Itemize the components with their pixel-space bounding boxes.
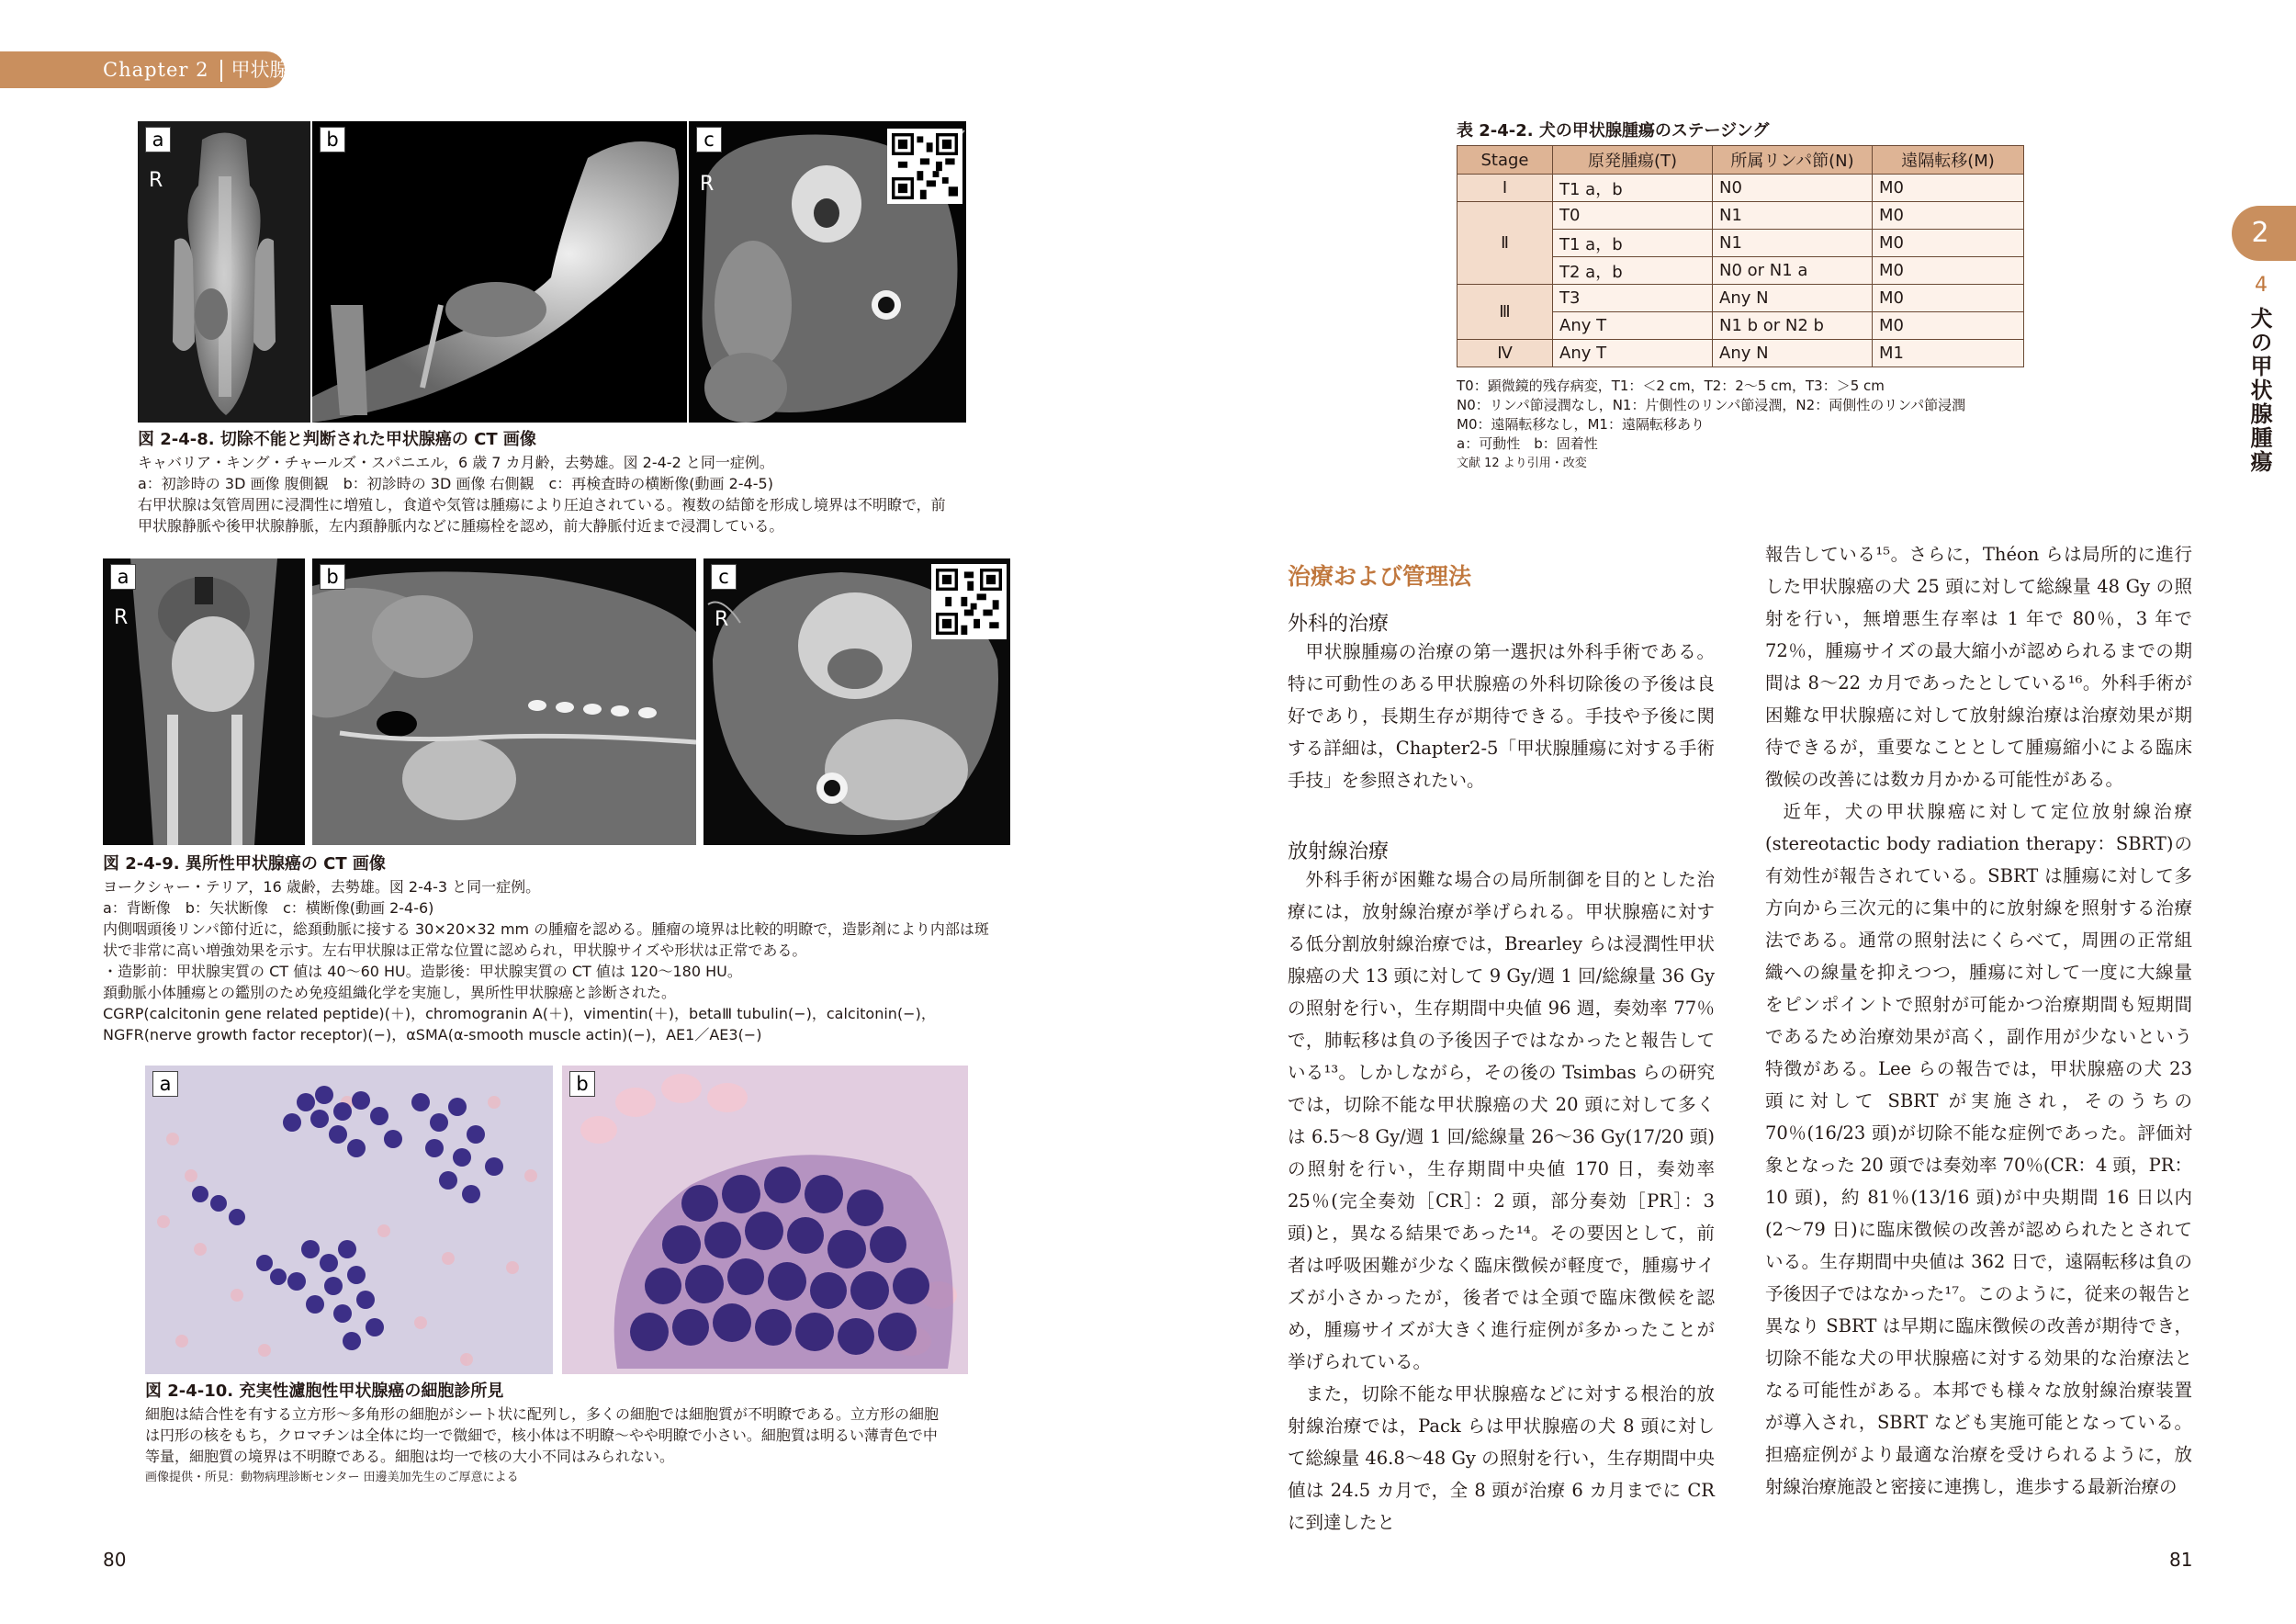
right-paragraph-2: 近年，犬の甲状腺癌に対して定位放射線治療(stereotactic body radiation therapy：SBRT)の有効性が報告されている。SBRT は腫瘍に対して多方向から三次元的に集中的に放射線を照射する治療法である。通常の照射法にくらべて，周囲の正常組織への線量を抑えつつ，腫瘍に対して一度に大線量をピンポイントで照射が可能かつ治療期間も短期間であるため治療効果が高く，副作用が少ないという特徴がある。Lee らの報告では，甲状腺癌の犬 23 頭に対して SBRT が実施され，そのうちの 70％(16/23 頭)が切除不能な症例であった。評価対象となった 20 頭では奏効率 70％(CR：4 頭，PR：10 頭)，約 81％(13/16 頭)が中央期間 16 日以内(2〜79 日)に臨床徴候の改善が認められたとされている。生存期間中央値は 362 日で，遠隔転移は負の予後因子ではなかった¹⁷。このように，従来の報告と異なり SBRT は早期に臨床徴候の改善が期待でき，切除不能な犬の甲状腺癌に対する効果的な治療法となる可能性がある。本邦でも様々な放射線治療装置が導入され，SBRT なども実施可能となっている。担癌症例がより最適な治療を受けられるように，放射線治療施設と密接に連携し，進歩する最新治療の [1765,801,2192,1497]
ct-3d-ventral-image [138,121,310,423]
panel-label-a: a [152,1071,178,1097]
table-row [1458,340,2024,367]
panel-label-b: b [569,1071,595,1097]
stage-cell: Ⅳ [1458,340,1553,367]
chapter-tab: 2 [2232,206,2296,261]
table-cell: T0 [1553,202,1713,230]
fig10-line: は円形の核をもち，クロマチンは全体に均一で微細で，核小体は不明瞭〜やや明瞭で小さい。細胞質は明るい薄青色で中 [145,1427,938,1444]
table-row [1458,202,2024,230]
radiation-heading: 放射線治療 [1288,840,1390,863]
fig10-title: 図 2-4-10. 充実性濾胞性甲状腺癌の細胞診所見 [145,1382,504,1401]
ct-dorsal-image [103,558,305,845]
table-cell: N1 [1713,230,1873,257]
table-note: M0：遠隔転移なし，M1：遠隔転移あり [1457,416,1705,433]
cytology-high-power-image [562,1066,968,1374]
panel-label-a: a [110,564,136,590]
right-paragraph-1: 報告している¹⁵。さらに，Théon らは局所的に進行した甲状腺癌の犬 25 頭に対して総線量 48 Gy の照射を行い，無増悪生存率は 1 年で 80％，3 年で 72％，腫瘍サイズの最大縮小が認められるまでの期間は 8〜22 カ月であったとしている¹⁶。外科手術が困難な甲状腺癌に対して放射線治療は治療効果が期待できるが，重要なこととして腫瘍縮小による臨床徴候の改善には数カ月かかる可能性がある。 [1765,544,2192,790]
table-cell: N0 [1713,175,1873,202]
table-cell: N1 b or N2 b [1713,312,1873,340]
surgery-paragraph: 甲状腺腫瘍の治療の第一選択は外科手術である。特に可動性のある甲状腺癌の外科切除後の予後は良好であり，長期生存が期待できる。手技や予後に関する詳細は，Chapter2-5「甲状腺腫瘍に対する手術手技」を参照されたい。 [1288,641,1715,791]
orientation-r-label: R [149,169,163,192]
fig8-panel-b [312,121,687,423]
fig9-title: 図 2-4-9. 異所性甲状腺癌の CT 画像 [103,854,386,874]
table-cell: M0 [1873,285,2024,312]
fig8-panel-c [689,121,966,423]
table-cell: N0 or N1 a [1713,257,1873,285]
qr-code-video-2-4-5[interactable] [887,129,962,204]
table-row [1458,285,2024,312]
fig9-panel-c [703,558,1010,845]
table-cell: T3 [1553,285,1713,312]
table-cell: M0 [1873,312,2024,340]
table-source: 文献 12 より引用・改変 [1457,457,1587,470]
table-header: Stage [1458,146,1553,175]
section-number: 4 [2255,274,2268,297]
qr-icon [936,569,1002,635]
table-cell: M0 [1873,257,2024,285]
table-cell: T2 a，b [1553,257,1713,285]
orientation-r-label: R [700,173,715,196]
table-cell: M0 [1873,230,2024,257]
staging-table-notes [1457,377,1965,473]
fig9-panel-a [103,558,305,845]
table-cell: Any N [1713,285,1873,312]
fig8-line: 右甲状腺は気管周囲に浸潤性に増殖し，食道や気管は腫瘍により圧迫されている。複数の結節を形成し境界は不明瞭で，前 [138,496,946,513]
panel-label-b: b [320,127,345,152]
fig9-line: 内側咽頭後リンパ節付近に，総頚動脈に接する 30×20×32 mm の腫瘤を認める。腫瘤の境界は比較的明瞭で，造影剤により内部は斑 [103,920,989,938]
fig9-line: NGFR(nerve growth factor receptor)(−)，αSMA(α-smooth muscle actin)(−)，AE1／AE3(−) [103,1026,762,1043]
radiation-paragraph-2: また，切除不能な甲状腺癌などに対する根治的放射線治療では，Pack らは甲状腺癌の犬 8 頭に対して総線量 46.8〜48 Gy の照射を行い，生存期間中央値は 24.5 カ月で，全 8 頭が治療 6 カ月までに CR に到達したと [1288,1383,1715,1533]
table-cell: M0 [1873,175,2024,202]
fig10-caption [145,1380,990,1488]
staging-table [1457,145,2024,367]
fig9-line: ヨークシャー・テリア，16 歳齢，去勢雄。図 2-4-3 と同一症例。 [103,878,541,896]
fig10-line: 細胞は結合性を有する立方形〜多角形の細胞がシート状に配列し，多くの細胞では細胞質が不明瞭である。立方形の細胞 [145,1405,940,1423]
fig9-line: CGRP(calcitonin gene related peptide)(＋)，chromogranin A(＋)，vimentin(＋)，betaⅢ tubulin(−)，calcitonin(−)， [103,1005,936,1022]
fig10-line: 等量，細胞質の境界は不明瞭である。細胞は均一で核の大小不同はみられない。 [145,1448,675,1465]
ct-3d-lateral-image [312,121,687,423]
fig9-line: ・造影前：甲状腺実質の CT 値は 40〜60 HU。造影後：甲状腺実質の CT 値は 120〜180 HU。 [103,963,742,980]
page-number-left: 80 [103,1549,127,1571]
ct-sagittal-image [312,558,696,845]
page-number-right: 81 [2169,1549,2193,1571]
table-row [1458,175,2024,202]
section-title-vertical: 犬の甲状腺腫瘍 [2246,307,2272,474]
table-note: a：可動性 b：固着性 [1457,435,1598,452]
fig8-title: 図 2-4-8. 切除不能と判断された甲状腺癌の CT 画像 [138,430,536,449]
qr-code-video-2-4-6[interactable] [931,564,1007,639]
chapter-label: Chapter 2 [103,59,209,81]
table-header: 原発腫瘍(T) [1553,146,1713,175]
table-note: N0：リンパ節浸潤なし，N1：片側性のリンパ節浸潤，N2：両側性のリンパ節浸潤 [1457,397,1966,413]
panel-label-c: c [711,564,737,590]
table-cell: N1 [1713,202,1873,230]
table-cell: T1 a，b [1553,230,1713,257]
panel-label-c: c [696,127,722,152]
fig8-panel-a [138,121,310,423]
fig9-caption [103,852,1021,1045]
table-cell: T1 a，b [1553,175,1713,202]
table-header: 所属リンパ節(N) [1713,146,1873,175]
stage-cell: Ⅰ [1458,175,1553,202]
section-heading: 治療および管理法 [1288,563,1472,590]
orientation-r-label: R [715,608,729,631]
fig8-caption [138,428,992,536]
chapter-title: 甲状腺 [231,59,289,81]
fig9-line: a：背断像 b：矢状断像 c：横断像(動画 2-4-6) [103,899,434,917]
table-note: T0：顕微鏡的残存病変，T1：＜2 cm，T2：2〜5 cm，T3：＞5 cm [1457,378,1885,394]
chapter-header [0,51,289,88]
staging-table-title: 表 2-4-2. 犬の甲状腺腫瘍のステージング [1457,121,1770,141]
surgery-heading: 外科的治療 [1288,613,1390,636]
fig8-line: 甲状腺静脈や後甲状腺静脈，左内頚静脈内などに腫瘍栓を認め，前大静脈付近まで浸潤している。 [138,517,784,535]
stage-cell: Ⅲ [1458,285,1553,340]
cytology-low-power-image [145,1066,553,1374]
radiation-paragraph-block [1288,863,1715,1539]
right-column-block [1765,538,2192,1503]
fig9-line: 頚動脈小体腫瘍との鑑別のため免疫組織化学を実施し，異所性甲状腺癌と診断された。 [103,984,677,1001]
table-header: 遠隔転移(M) [1873,146,2024,175]
fig10-credit: 画像提供・所見：動物病理診断センター 田邊美加先生のご厚意による [145,1471,519,1484]
orientation-r-label: R [114,606,129,629]
panel-label-b: b [320,564,345,590]
fig8-line: キャバリア・キング・チャールズ・スパニエル，6 歳 7 カ月齢，去勢雄。図 2-4-2 と同一症例。 [138,454,774,471]
surgery-paragraph-block [1288,636,1715,796]
fig8-line: a：初診時の 3D 画像 腹側観 b：初診時の 3D 画像 右側観 c：再検査時の横断像(動画 2-4-5) [138,475,773,492]
radiation-paragraph-1: 外科手術が困難な場合の局所制御を目的とした治療には，放射線治療が挙げられる。甲状腺癌に対する低分割放射線治療では，Brearley らは浸潤性甲状腺癌の犬 13 頭に対して 9 Gy/週 1 回/総線量 36 Gy の照射を行い，生存期間中央値 96 週，奏効率 77％で，肺転移は負の予後因子ではなかったと報告している¹³。しかしながら，その後の Tsimbas らの研究では，切除不能な甲状腺癌の犬 20 頭に対して多くは 6.5〜8 Gy/週 1 回/総線量 26〜36 Gy(17/20 頭)の照射を行い，生存期間中央値 170 日，奏効率 25％(完全奏効［CR］：2 頭，部分奏効［PR］：3 頭)と，異なる結果であった¹⁴。その要因として，前者は呼吸困難が少なく臨床徴候が軽度で，腫瘍サイズが小さかったが，後者では全頭で臨床徴候を認め，腫瘍サイズが大きく進行症例が多かったことが挙げられている。 [1288,869,1715,1372]
fig9-panel-b [312,558,696,845]
stage-cell: Ⅱ [1458,202,1553,285]
fig10-panel-b [562,1066,968,1374]
fig9-line: 状で非常に高い増強効果を示す。左右甲状腺は正常な位置に認められ，甲状腺サイズや形状は正常である。 [103,942,807,959]
table-cell: Any T [1553,340,1713,367]
panel-label-a: a [145,127,171,152]
fig10-panel-a [145,1066,553,1374]
table-cell: M0 [1873,202,2024,230]
table-cell: Any T [1553,312,1713,340]
table-cell: Any N [1713,340,1873,367]
table-cell: M1 [1873,340,2024,367]
qr-icon [892,133,958,199]
